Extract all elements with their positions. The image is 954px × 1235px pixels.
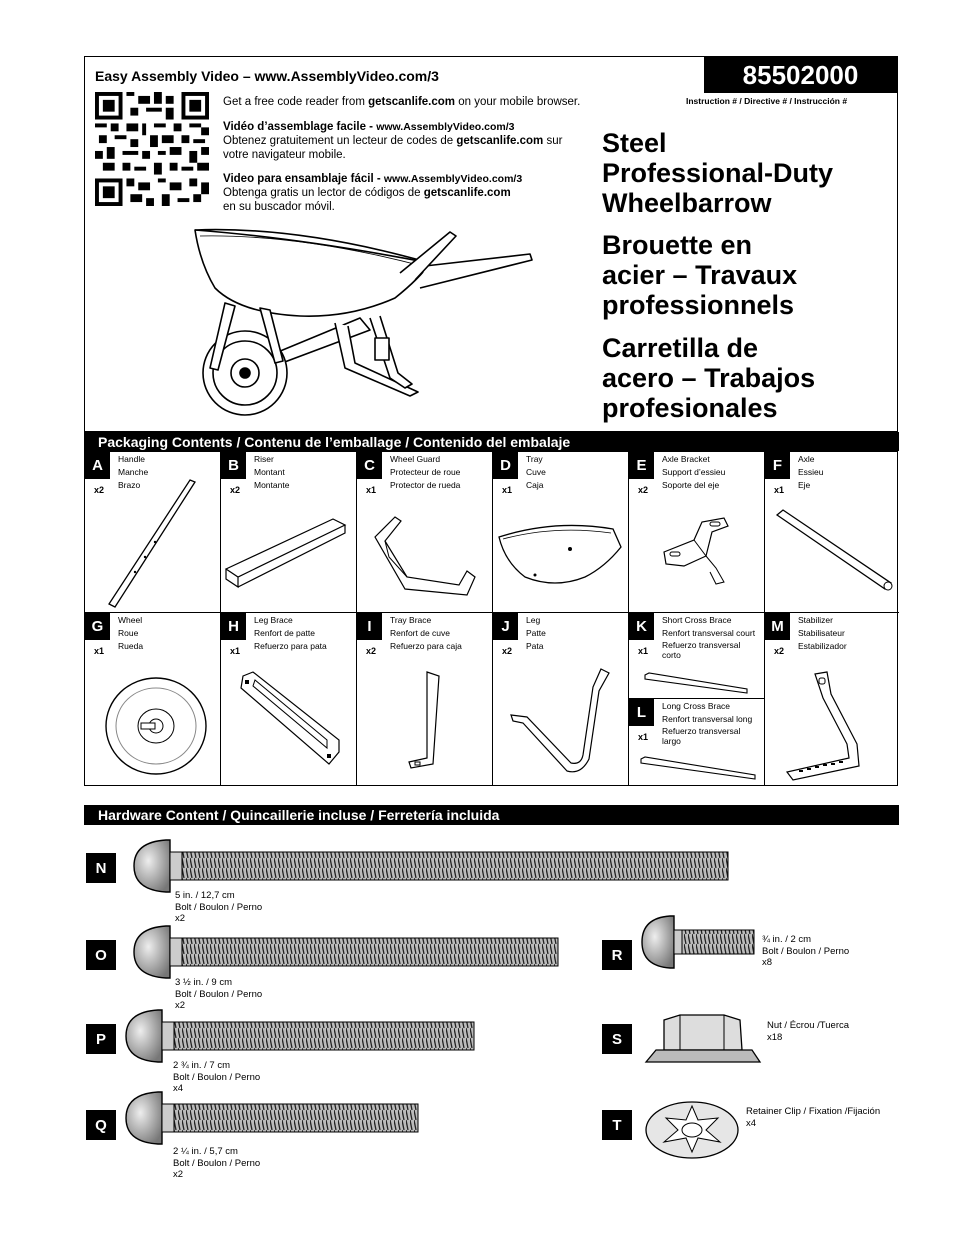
bolt-n-icon: [130, 838, 730, 894]
part-names: [526, 614, 546, 653]
axle-bracket-icon: [654, 512, 744, 592]
long-cross-brace-icon: [639, 755, 759, 785]
part-name-fr: Montant: [254, 467, 285, 477]
packaging-contents-title: Packaging Contents / Contenu de l’emballage / Contenido del embalaje: [98, 433, 571, 450]
part-names: [254, 453, 289, 492]
part-letter: A: [85, 452, 110, 479]
hardware-letter-s: S: [602, 1024, 632, 1054]
title-en-1: Steel: [602, 128, 667, 158]
stabilizer-icon: [779, 668, 889, 783]
part-cell-d: [493, 452, 629, 613]
part-cell-f: [765, 452, 899, 613]
hardware-size: 2 ¼ in. / 5,7 cm: [173, 1146, 238, 1157]
video-body-es-2: en su buscador móvil.: [223, 201, 335, 213]
part-name-fr: Patte: [526, 628, 546, 638]
hardware-size: ¾ in. / 2 cm: [762, 934, 812, 945]
part-qty: x1: [94, 646, 105, 656]
part-cell-e: [629, 452, 765, 613]
hardware-size: 2 ¾ in. / 7 cm: [173, 1060, 231, 1071]
part-qty: x1: [502, 485, 513, 495]
short-cross-brace-icon: [641, 671, 753, 697]
video-text-fr: [223, 120, 562, 162]
part-name-en: Axle: [798, 454, 815, 464]
part-names: [798, 453, 824, 492]
part-name-es: Refuerzo para caja: [390, 641, 462, 651]
part-names: [798, 614, 847, 653]
title-es: [602, 333, 815, 423]
part-qty: x2: [638, 485, 649, 495]
hardware-type: Bolt / Boulon / Perno: [173, 1071, 261, 1083]
video-title-es: Video para ensamblaje fácil -: [223, 173, 384, 185]
title-en-3: Wheelbarrow: [602, 188, 772, 218]
hardware-type: Bolt / Boulon / Perno: [175, 901, 263, 913]
bolt-r-icon: [640, 914, 760, 970]
title-es-3: profesionales: [602, 393, 778, 423]
part-letter: B: [221, 452, 246, 479]
hardware-letter-n: N: [86, 853, 116, 883]
part-name-en: Handle: [118, 454, 145, 464]
part-name-es: Eje: [798, 480, 811, 490]
video-body-fr-1: Obtenez gratuitement un lecteur de codes de: [223, 135, 457, 147]
hardware-qty: x4: [746, 1117, 757, 1129]
scanlife-link[interactable]: getscanlife.com: [368, 96, 456, 108]
title-fr-3: professionnels: [602, 290, 795, 320]
part-cell-g: [85, 613, 221, 785]
wheel-icon: [101, 671, 211, 781]
part-qty: x1: [230, 646, 241, 656]
title-fr: [602, 230, 797, 320]
hardware-size: 3 ½ in. / 9 cm: [175, 977, 233, 988]
bolt-p-icon: [122, 1008, 478, 1064]
handle-icon: [95, 472, 215, 612]
video-body-fr-2: sur: [543, 135, 563, 147]
video-text-en-1: Get a free code reader from: [223, 96, 369, 108]
hardware-text-o: [175, 977, 262, 1012]
part-name-es: Montante: [254, 480, 290, 490]
bolt-q-icon: [122, 1090, 422, 1146]
part-letter: G: [85, 613, 110, 640]
part-name-es: Protector de rueda: [390, 480, 461, 490]
part-name-es: Pata: [526, 641, 544, 651]
riser-icon: [221, 507, 357, 607]
hardware-qty: x8: [762, 957, 773, 968]
part-cell-b: [221, 452, 357, 613]
part-name-es: Refuerzo transversal: [662, 640, 741, 650]
leg-icon: [501, 663, 621, 783]
hardware-qty: x2: [173, 1169, 184, 1180]
hardware-text-r: [762, 934, 849, 969]
part-qty: x2: [366, 646, 377, 656]
document-number: 85502000: [704, 57, 897, 93]
part-name-en: Wheel: [118, 615, 143, 625]
video-body-fr-3: votre navigateur mobile.: [223, 149, 346, 161]
video-url-fr[interactable]: www.AssemblyVideo.com/3: [376, 121, 515, 133]
scanlife-link-fr[interactable]: getscanlife.com: [456, 135, 544, 147]
part-name-fr: Renfort transversal court: [662, 628, 756, 638]
hardware-letter-q: Q: [86, 1110, 116, 1140]
part-names: [118, 614, 143, 653]
hardware-letter-p: P: [86, 1024, 116, 1054]
scanlife-link-es[interactable]: getscanlife.com: [423, 187, 511, 199]
title-en: [602, 128, 833, 218]
part-letter: C: [357, 452, 382, 479]
part-name-en: Axle Bracket: [662, 454, 710, 464]
part-name-en: Leg: [526, 615, 541, 625]
part-names: [662, 453, 725, 492]
title-es-1: Carretilla de: [602, 333, 759, 363]
part-qty: x2: [774, 646, 785, 656]
part-names: [662, 700, 752, 747]
axle-icon: [769, 507, 897, 597]
part-name-es: Refuerzo transversal: [662, 726, 741, 736]
part-names: [390, 614, 462, 653]
qr-code-icon[interactable]: [95, 92, 209, 206]
instruction-label: Instruction # / Directive # / Instrucción #: [686, 96, 848, 106]
title-fr-2: acier – Travaux: [602, 260, 798, 290]
hardware-text-n: [175, 890, 262, 925]
part-qty: x1: [774, 485, 785, 495]
nut-icon: [644, 1012, 762, 1068]
part-name-fr: Renfort de cuve: [390, 628, 451, 638]
hardware-letter-r: R: [602, 940, 632, 970]
part-name-fr: Manche: [118, 467, 149, 477]
part-qty: x1: [638, 646, 649, 656]
wheel-guard-icon: [367, 507, 487, 607]
part-letter: E: [629, 452, 654, 479]
hardware-text-s: [767, 1020, 849, 1043]
video-title: Easy Assembly Video – www.AssemblyVideo.com/3: [95, 68, 439, 84]
title-es-2: acero – Trabajos: [602, 363, 816, 393]
video-text-es: [223, 172, 522, 214]
part-names: [526, 453, 546, 492]
video-body-es-1: Obtenga gratis un lector de códigos de: [223, 187, 424, 199]
part-qty: x1: [638, 732, 649, 742]
part-letter: M: [765, 613, 790, 640]
part-name-en: Long Cross Brace: [662, 701, 731, 711]
hardware-type: Bolt / Boulon / Perno: [762, 945, 850, 957]
part-cell-m: [765, 613, 899, 785]
part-name-es: Caja: [526, 480, 544, 490]
hardware-qty: x2: [175, 913, 186, 924]
part-cell-c: [357, 452, 493, 613]
part-name-en: Short Cross Brace: [662, 615, 732, 625]
video-text-en-2: on your mobile browser.: [455, 96, 581, 108]
part-name-es: Brazo: [118, 480, 141, 490]
part-name-fr: Renfort transversal long: [662, 714, 753, 724]
part-qty: x1: [366, 485, 377, 495]
part-name-en: Stabilizer: [798, 615, 833, 625]
retainer-clip-icon: [644, 1096, 740, 1160]
hardware-text-t: [746, 1106, 880, 1129]
part-name-fr: Stabilisateur: [798, 628, 845, 638]
part-name-es-2: corto: [662, 650, 681, 660]
hardware-letter-t: T: [602, 1110, 632, 1140]
title-fr-1: Brouette en: [602, 230, 753, 260]
parts-grid: [84, 451, 898, 786]
part-name-en: Riser: [254, 454, 274, 464]
part-names: [390, 453, 460, 492]
hardware-size: Retainer Clip / Fixation /Fijación: [746, 1106, 881, 1117]
part-name-en: Leg Brace: [254, 615, 293, 625]
hardware-letter-o: O: [86, 940, 116, 970]
part-name-en: Wheel Guard: [390, 454, 441, 464]
part-letter: K: [629, 613, 654, 640]
part-cell-l: [629, 699, 765, 785]
hardware-size: Nut / Écrou /Tuerca: [767, 1020, 850, 1031]
hardware-type: Bolt / Boulon / Perno: [173, 1157, 261, 1169]
part-qty: x2: [502, 646, 513, 656]
hardware-qty: x18: [767, 1031, 783, 1043]
part-name-es: Rueda: [118, 641, 144, 651]
hardware-contents-title: Hardware Content / Quincaillerie incluse / Ferretería incluida: [98, 807, 500, 823]
hardware-text-q: [173, 1146, 260, 1181]
part-letter: F: [765, 452, 790, 479]
part-names: [254, 614, 327, 653]
part-name-fr: Support d’essieu: [662, 467, 726, 477]
part-name-fr: Essieu: [798, 467, 824, 477]
part-cell-i: [357, 613, 493, 785]
part-qty: x2: [230, 485, 241, 495]
part-letter: H: [221, 613, 246, 640]
part-name-es-2: largo: [662, 736, 681, 746]
hardware-qty: x4: [173, 1083, 184, 1094]
part-name-en: Tray: [526, 454, 543, 464]
part-letter: J: [493, 613, 518, 640]
packaging-contents-bar: [84, 432, 899, 451]
part-name-es: Soporte del eje: [662, 480, 720, 490]
video-text-en: [223, 95, 580, 109]
part-letter: I: [357, 613, 382, 640]
part-cell-a: [85, 452, 221, 613]
part-letter: L: [629, 699, 654, 726]
part-name-fr: Protecteur de roue: [390, 467, 461, 477]
bolt-o-icon: [130, 924, 562, 980]
part-letter: D: [493, 452, 518, 479]
hardware-size: 5 in. / 12,7 cm: [175, 890, 235, 901]
title-en-2: Professional-Duty: [602, 158, 834, 188]
part-qty: x2: [94, 485, 105, 495]
part-name-fr: Roue: [118, 628, 139, 638]
tray-icon: [495, 517, 627, 607]
part-name-es: Estabilizador: [798, 641, 847, 651]
video-url-es[interactable]: www.AssemblyVideo.com/3: [383, 173, 523, 185]
part-names: [662, 614, 755, 661]
tray-brace-icon: [397, 668, 467, 778]
hardware-qty: x2: [175, 1000, 186, 1011]
part-cell-h: [221, 613, 357, 785]
part-name-es: Refuerzo para pata: [254, 641, 327, 651]
hardware-contents-bar: [84, 805, 899, 825]
part-name-fr: Renfort de patte: [254, 628, 315, 638]
hardware-type: Bolt / Boulon / Perno: [175, 988, 263, 1000]
video-title-fr: Vidéo d’assemblage facile -: [223, 121, 377, 133]
part-cell-j: [493, 613, 629, 785]
leg-brace-icon: [231, 668, 351, 778]
wheelbarrow-illustration: [180, 218, 540, 418]
part-name-en: Tray Brace: [390, 615, 432, 625]
part-cell-k: [629, 613, 765, 699]
part-name-fr: Cuve: [526, 467, 546, 477]
